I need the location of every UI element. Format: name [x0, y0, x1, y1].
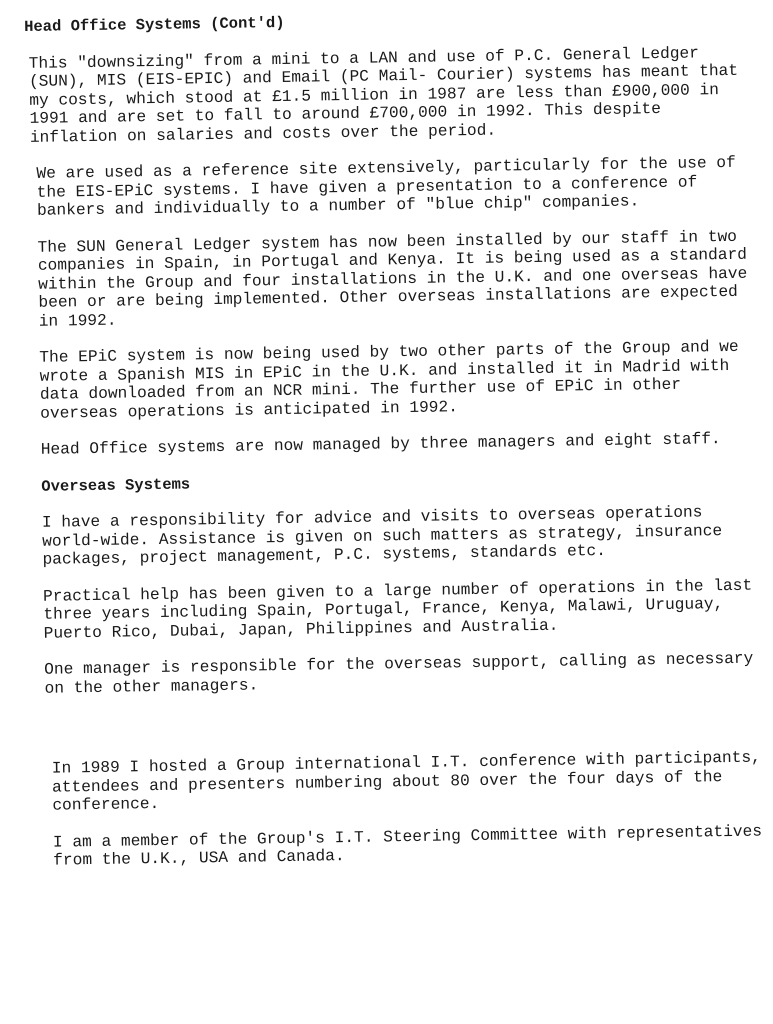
section-heading-head-office: Head Office Systems (Cont'd) [24, 13, 285, 36]
paragraph-steering-committee: I am a member of the Group's I.T. Steering Committee with representatives from the U.K., USA and Canada. [52, 822, 763, 870]
paragraph-overseas-support: One manager is responsible for the overseas support, calling as necessary on the other managers. [44, 649, 754, 698]
paragraph-downsizing: This "downsizing" from a mini to a LAN and use of P.C. General Ledger (SUN), MIS (EIS-EPIC) and Email (PC Mail- Courier) systems has meant that my costs, which stood at £1.5 million in 1987 are less than £900,000 in 1991 and are set to fall to around £700,000 in 1992. This despite inflation on salaries and costs over the period. [28, 43, 739, 147]
section-heading-overseas: Overseas Systems [41, 474, 191, 496]
paragraph-sun-ledger: The SUN General Ledger system has now been installed by our staff in two companies in Spain, in Portugal and Kenya. It is being used as a standard within the Group and four installations in the U.K. and one overseas have been or are being implemented. Other overseas installations are expected in 1992. [37, 227, 748, 331]
paragraph-epic-system: The EPiC system is now being used by two other parts of the Group and we wrote a Spanish MIS in EPiC in the U.K. and installed it in Madrid with data downloaded from an NCR mini. The further use of EPiC in other overseas operations is anticipated in 1992. [39, 337, 739, 423]
paragraph-reference-site: We are used as a reference site extensively, particularly for the use of the EIS-EPiC systems. I have given a presentation to a conference of bankers and individually to a number of "blue chip" companies. [36, 153, 736, 220]
paragraph-practical-help: Practical help has been given to a large number of operations in the last three years including Spain, Portugal, France, Kenya, Malawi, Uruguay, Puerto Rico, Dubai, Japan, Philippines and Australia. [42, 576, 753, 643]
document-body [24, 7, 768, 889]
paragraph-responsibility: I have a responsibility for advice and visits to overseas operations world-wide. Assistance is given on such matters as strategy, insurance packages, project management, P.C. systems, standards etc. [41, 503, 723, 569]
paragraph-conference: In 1989 I hosted a Group international I.T. conference with participants, attendees and presenters numbering about 80 over the four days of the conference. [51, 748, 761, 815]
paragraph-staffing: Head Office systems are now managed by three managers and eight staff. [40, 430, 721, 459]
